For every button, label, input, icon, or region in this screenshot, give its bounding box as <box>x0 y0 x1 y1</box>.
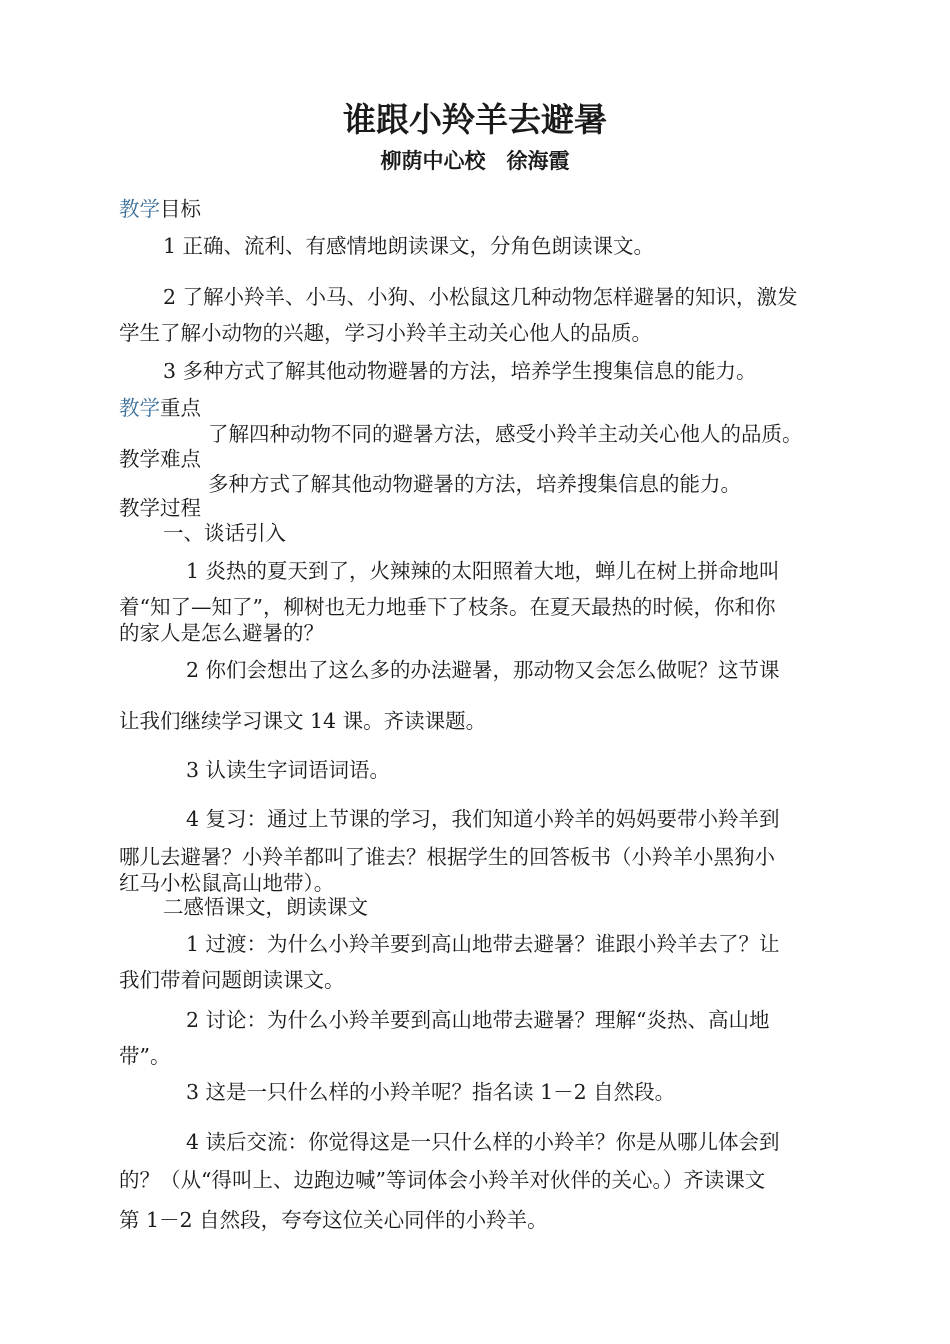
part2-step2-line-2: 带”。 <box>119 1044 171 1068</box>
document-title: 谁跟小羚羊去避暑 <box>343 100 607 139</box>
part2-step4-line-3: 第 1－2 自然段，夸夸这位关心同伴的小羚羊。 <box>119 1208 548 1232</box>
part1-step1-line-3: 的家人是怎么避暑的？ <box>119 621 324 645</box>
objectives-heading-suffix: 目标 <box>160 197 201 221</box>
part2-step4-line-1: 4 读后交流：你觉得这是一只什么样的小羚羊？你是从哪儿体会到 <box>186 1130 780 1154</box>
part2-step4-line-2: 的？（从“得叫上、边跑边喊”等词体会小羚羊对伙伴的关心。）齐读课文 <box>119 1168 766 1192</box>
key-points-text: 了解四种动物不同的避暑方法，感受小羚羊主动关心他人的品质。 <box>208 422 803 446</box>
part2-step2-line-1: 2 讨论：为什么小羚羊要到高山地带去避暑？理解“炎热、高山地 <box>186 1008 770 1032</box>
key-points-heading-suffix: 重点 <box>160 396 201 420</box>
part1-step2-line-2: 让我们继续学习课文 14 课。齐读课题。 <box>119 709 487 733</box>
part1-step2-line-1: 2 你们会想出了这么多的办法避暑，那动物又会怎么做呢？这节课 <box>186 658 780 682</box>
part1-step4-line-2: 哪儿去避暑？小羚羊都叫了谁去？根据学生的回答板书（小羚羊小黑狗小 <box>119 845 775 869</box>
process-heading: 教学过程 <box>119 496 201 520</box>
author-line: 柳荫中心校 徐海霞 <box>380 148 570 173</box>
objectives-heading-prefix: 教学 <box>119 197 160 221</box>
part1-step3: 3 认读生字词语词语。 <box>186 758 391 782</box>
objective-1: 1 正确、流利、有感情地朗读课文，分角色朗读课文。 <box>163 234 655 258</box>
part1-heading: 一、谈话引入 <box>163 521 286 545</box>
part1-step4-line-3: 红马小松鼠高山地带）。 <box>119 871 335 895</box>
objective-2-line-2: 学生了解小动物的兴趣，学习小羚羊主动关心他人的品质。 <box>119 321 652 345</box>
part2-step3: 3 这是一只什么样的小羚羊呢？指名读 1－2 自然段。 <box>186 1080 676 1104</box>
key-points-heading-prefix: 教学 <box>119 396 160 420</box>
part1-step1-line-2: 着“知了—知了”，柳树也无力地垂下了枝条。在夏天最热的时候，你和你 <box>119 595 776 619</box>
part2-step1-line-2: 我们带着问题朗读课文。 <box>119 968 345 992</box>
objective-3: 3 多种方式了解其他动物避暑的方法，培养学生搜集信息的能力。 <box>163 359 757 383</box>
key-points-heading <box>119 398 201 419</box>
part1-step4-line-1: 4 复习：通过上节课的学习，我们知道小羚羊的妈妈要带小羚羊到 <box>186 807 780 831</box>
objective-2-line-1: 2 了解小羚羊、小马、小狗、小松鼠这几种动物怎样避暑的知识，激发 <box>163 285 798 309</box>
part1-step1-line-1: 1 炎热的夏天到了，火辣辣的太阳照着大地，蝉儿在树上拼命地叫 <box>186 559 780 583</box>
difficulties-text: 多种方式了解其他动物避暑的方法，培养搜集信息的能力。 <box>208 472 741 496</box>
part2-heading: 二感悟课文，朗读课文 <box>163 895 368 919</box>
part2-step1-line-1: 1 过渡：为什么小羚羊要到高山地带去避暑？谁跟小羚羊去了？让 <box>186 932 780 956</box>
objectives-heading <box>119 199 201 220</box>
difficulties-heading: 教学难点 <box>119 447 201 471</box>
